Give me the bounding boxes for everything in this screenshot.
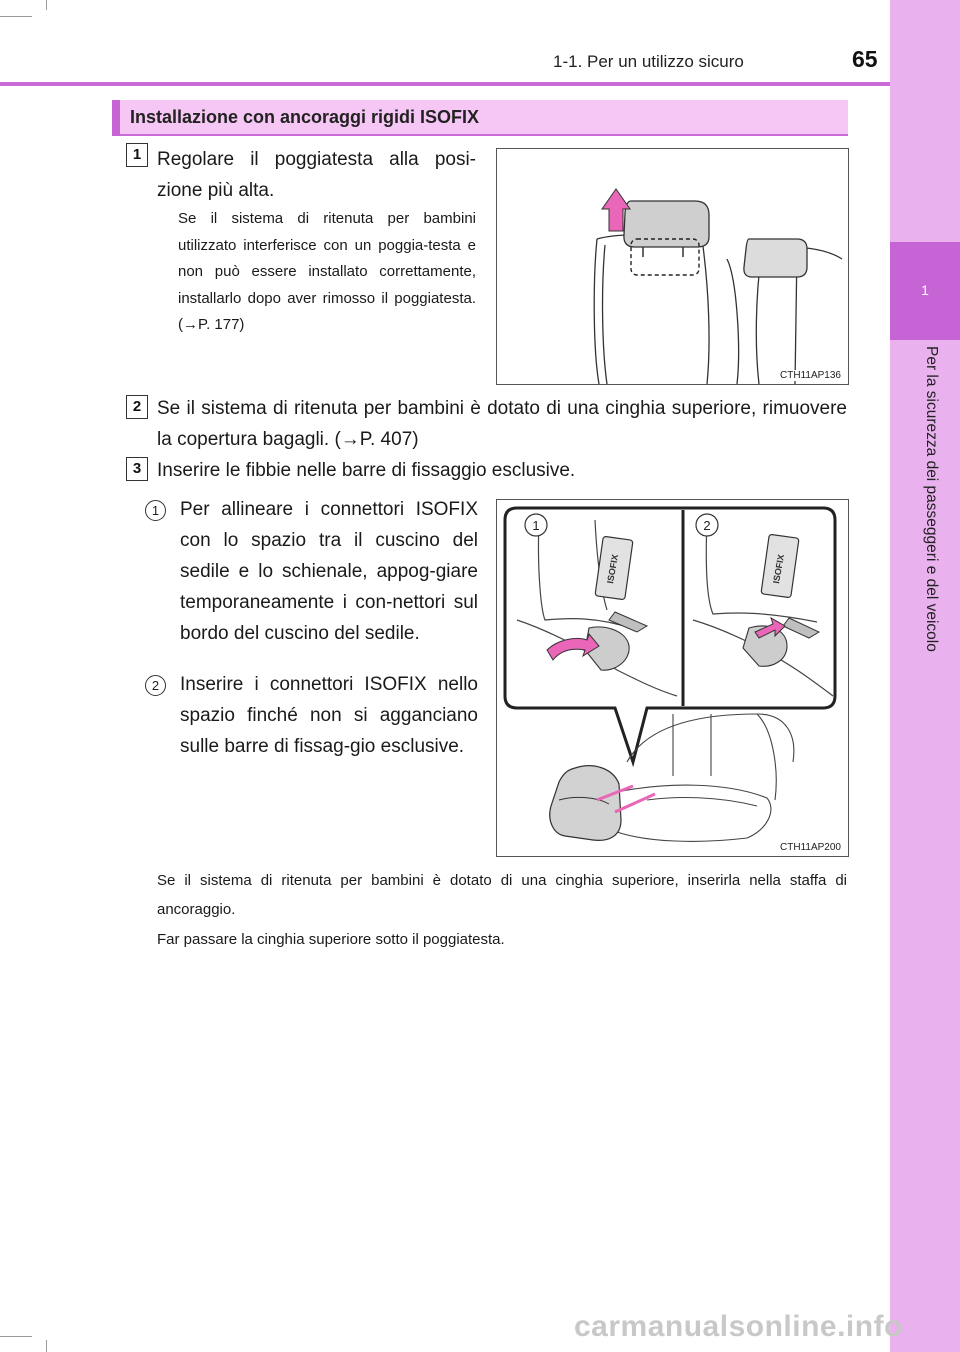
figure-headrest: [496, 148, 849, 385]
note-headrest: Far passare la cinghia superiore sotto il poggiatesta.: [157, 931, 505, 948]
section-title: Installazione con ancoraggi rigidi ISOFIX: [130, 107, 480, 127]
substep-number: 2: [145, 675, 166, 696]
header-rule: [0, 82, 890, 86]
chapter-sidebar: [890, 0, 960, 1352]
callout-number: 2: [703, 518, 711, 533]
callout-number: 1: [532, 518, 540, 533]
step-number: 1: [126, 143, 148, 167]
section-title-bar: [112, 100, 848, 136]
step-text: Se il sistema di ritenuta per bambini è dotato di una cinghia superiore, rimuovere la copertura bagagli. (→P. 407): [157, 398, 847, 450]
substep-text: Per allineare i connettori ISOFIX con lo spazio tra il cuscino del sedile e lo schienale, appog-giare temporaneamente i con-nettori sul bordo del cuscino del sedile.: [180, 499, 478, 644]
watermark: carmanualsonline.info: [574, 1310, 903, 1343]
chapter-title: Per la sicurezza dei passeggeri e del veicolo: [923, 346, 940, 652]
figure-code: CTH11AP200: [780, 842, 841, 853]
isofix-tag-label: ISOFIX: [605, 553, 621, 585]
step-note: Se il sistema di ritenuta per bambini utilizzato interferisce con un poggia-testa e non può essere installato correttamente, installarlo dopo aver rimosso il poggiatesta. (→P. 177): [178, 210, 476, 333]
note-top-tether: Se il sistema di ritenuta per bambini è dotato di una cinghia superiore, inserirla nella staffa di ancoraggio.: [157, 872, 847, 918]
headrest-illustration: [497, 149, 848, 384]
figure-isofix: [496, 499, 849, 857]
isofix-illustration: [497, 500, 848, 856]
step-number: 3: [126, 457, 148, 481]
isofix-tag-label: ISOFIX: [771, 553, 787, 585]
chapter-number: 1: [921, 282, 929, 298]
step-text: Regolare il poggiatesta alla posi-zione più alta.: [157, 149, 476, 201]
title-bar-accent: [112, 100, 120, 136]
section-heading: 1-1. Per un utilizzo sicuro: [553, 52, 744, 71]
step-number: 2: [126, 395, 148, 419]
substep-number: 1: [145, 500, 166, 521]
page-header: [0, 0, 890, 90]
substep-text: Inserire i connettori ISOFIX nello spazio finché non si agganciano sulle barre di fissag-gio esclusive.: [180, 674, 478, 757]
page-number: 65: [852, 46, 878, 72]
step-text: Inserire le fibbie nelle barre di fissaggio esclusive.: [157, 460, 576, 481]
figure-code: CTH11AP136: [780, 370, 841, 381]
